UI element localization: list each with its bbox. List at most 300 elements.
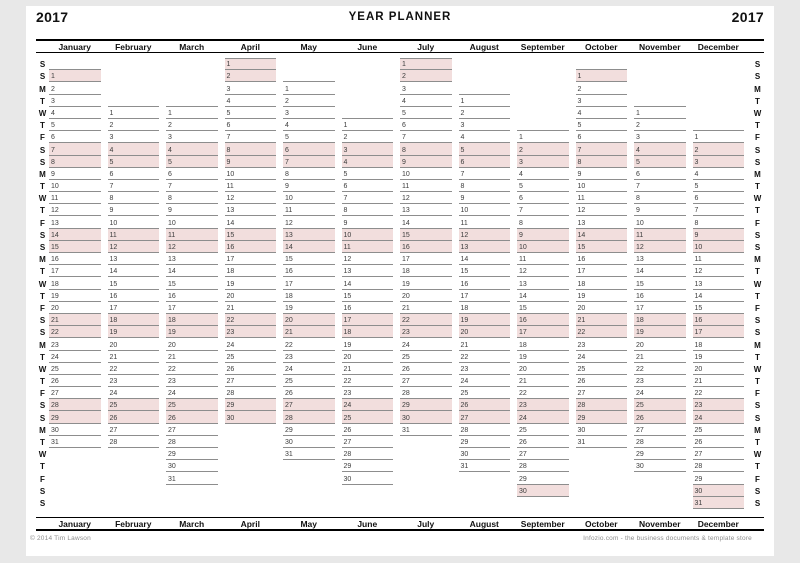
day-cell: 25 — [400, 351, 452, 363]
empty-cell — [166, 497, 218, 509]
day-cell: 1 — [108, 107, 160, 119]
day-cell: 20 — [166, 338, 218, 350]
day-letter: T — [40, 96, 45, 106]
day-cell: 14 — [517, 290, 569, 302]
day-cell: 17 — [576, 265, 628, 277]
day-cell: 27 — [400, 375, 452, 387]
day-cell: 24 — [49, 351, 101, 363]
empty-cell — [283, 472, 335, 484]
day-letter: S — [39, 401, 46, 411]
day-cell: 13 — [283, 229, 335, 241]
day-cell: 3 — [108, 131, 160, 143]
day-cell: 30 — [166, 460, 218, 472]
day-cell: 28 — [225, 387, 277, 399]
empty-cell — [342, 82, 394, 94]
day-cell: 18 — [693, 338, 745, 350]
day-cell: 4 — [283, 119, 335, 131]
day-letter: T — [755, 377, 760, 387]
empty-cell — [693, 107, 745, 119]
day-cell: 28 — [459, 424, 511, 436]
planner-grid — [36, 58, 764, 509]
day-cell: 30 — [283, 436, 335, 448]
day-cell: 29 — [166, 448, 218, 460]
day-cell: 19 — [634, 326, 686, 338]
empty-cell — [459, 58, 511, 70]
day-cell: 29 — [634, 448, 686, 460]
day-cell: 28 — [166, 436, 218, 448]
month-column-june — [342, 58, 401, 509]
day-cell: 3 — [283, 107, 335, 119]
month-label-may: May — [300, 41, 318, 52]
empty-cell — [283, 497, 335, 509]
day-cell: 4 — [400, 95, 452, 107]
day-cell: 4 — [693, 168, 745, 180]
blank-ruled-cell — [49, 58, 101, 70]
month-column-december — [693, 58, 752, 509]
empty-cell — [342, 485, 394, 497]
day-letter: S — [39, 243, 46, 252]
day-cell: 21 — [283, 326, 335, 338]
day-cell: 12 — [576, 204, 628, 216]
day-cell: 5 — [342, 168, 394, 180]
day-cell: 23 — [634, 375, 686, 387]
blank-ruled-cell — [108, 95, 160, 107]
empty-cell — [108, 485, 160, 497]
blank-ruled-cell — [459, 82, 511, 94]
day-cell: 24 — [283, 363, 335, 375]
day-letter: S — [754, 486, 761, 496]
day-cell: 26 — [400, 363, 452, 375]
day-cell: 14 — [693, 290, 745, 302]
day-cell: 5 — [634, 156, 686, 168]
day-letter: M — [754, 425, 761, 435]
day-cell: 17 — [283, 277, 335, 289]
day-cell: 22 — [108, 363, 160, 375]
year-label-right: 2017 — [731, 9, 764, 25]
day-cell: 22 — [459, 351, 511, 363]
day-cell: 11 — [517, 253, 569, 265]
day-cell: 18 — [400, 265, 452, 277]
day-cell: 21 — [108, 351, 160, 363]
day-cell: 14 — [225, 216, 277, 228]
day-letter: M — [39, 84, 46, 94]
day-cell: 16 — [576, 253, 628, 265]
day-cell: 9 — [517, 229, 569, 241]
day-letter: F — [40, 218, 45, 228]
day-cell: 24 — [400, 338, 452, 350]
day-cell: 12 — [225, 192, 277, 204]
day-cell: 29 — [517, 472, 569, 484]
day-letter: F — [755, 389, 760, 399]
day-cell: 21 — [400, 302, 452, 314]
day-letter: S — [39, 413, 46, 423]
day-cell: 6 — [108, 168, 160, 180]
day-letter: M — [754, 340, 761, 350]
day-cell: 10 — [634, 216, 686, 228]
day-cell: 4 — [576, 107, 628, 119]
day-cell: 31 — [459, 460, 511, 472]
day-cell: 23 — [166, 375, 218, 387]
day-cell: 15 — [400, 229, 452, 241]
month-column-february — [108, 58, 167, 509]
day-cell: 21 — [576, 314, 628, 326]
day-cell: 3 — [459, 119, 511, 131]
day-cell: 11 — [108, 229, 160, 241]
day-cell: 16 — [108, 290, 160, 302]
day-cell: 12 — [166, 241, 218, 253]
empty-cell — [49, 460, 101, 472]
day-cell: 2 — [342, 131, 394, 143]
day-cell: 12 — [49, 204, 101, 216]
day-cell: 7 — [49, 143, 101, 155]
day-cell: 8 — [634, 192, 686, 204]
month-header-band-bottom — [36, 517, 764, 531]
day-letter: T — [40, 121, 45, 131]
day-letter: S — [754, 157, 761, 167]
empty-cell — [342, 58, 394, 70]
day-cell: 20 — [693, 363, 745, 375]
day-cell: 20 — [49, 302, 101, 314]
day-cell: 15 — [693, 302, 745, 314]
month-header-band-top — [36, 39, 764, 53]
day-cell: 8 — [693, 216, 745, 228]
empty-cell — [342, 497, 394, 509]
day-cell: 6 — [400, 119, 452, 131]
day-cell: 2 — [400, 70, 452, 82]
empty-cell — [693, 58, 745, 70]
day-cell: 15 — [576, 241, 628, 253]
day-cell: 3 — [576, 95, 628, 107]
day-cell: 20 — [634, 338, 686, 350]
month-label-august: August — [469, 41, 499, 52]
day-letter: T — [40, 438, 45, 447]
empty-cell — [283, 58, 335, 70]
month-column-april — [225, 58, 284, 509]
day-cell: 19 — [576, 290, 628, 302]
day-cell: 6 — [459, 156, 511, 168]
day-cell: 5 — [283, 131, 335, 143]
month-column-july — [400, 58, 459, 509]
empty-cell — [517, 82, 569, 94]
month-column-october — [576, 58, 635, 509]
month-label-june: June — [357, 518, 378, 529]
day-cell: 22 — [166, 363, 218, 375]
empty-cell — [634, 58, 686, 70]
day-letter: W — [753, 279, 762, 289]
day-letter: S — [754, 498, 761, 508]
day-cell: 18 — [166, 314, 218, 326]
empty-cell — [342, 95, 394, 107]
day-cell: 24 — [634, 387, 686, 399]
day-cell: 4 — [108, 143, 160, 155]
day-cell: 6 — [517, 192, 569, 204]
empty-cell — [166, 82, 218, 94]
day-cell: 5 — [225, 107, 277, 119]
day-letter: W — [38, 450, 47, 460]
day-cell: 28 — [108, 436, 160, 448]
day-cell: 12 — [634, 241, 686, 253]
blank-ruled-cell — [342, 107, 394, 119]
day-cell: 8 — [166, 192, 218, 204]
day-letter: W — [753, 364, 762, 374]
day-cell: 23 — [693, 399, 745, 411]
month-label-october: October — [584, 518, 618, 529]
day-cell: 17 — [634, 302, 686, 314]
day-cell: 20 — [576, 302, 628, 314]
day-cell: 10 — [166, 216, 218, 228]
month-label-february: February — [115, 518, 152, 529]
day-cell: 6 — [342, 180, 394, 192]
day-cell: 9 — [400, 156, 452, 168]
day-cell: 5 — [108, 156, 160, 168]
empty-cell — [225, 497, 277, 509]
day-cell: 25 — [283, 375, 335, 387]
day-cell: 24 — [576, 351, 628, 363]
day-cell: 27 — [49, 387, 101, 399]
empty-cell — [517, 107, 569, 119]
day-cell: 11 — [576, 192, 628, 204]
day-letter: S — [754, 230, 761, 240]
day-letter: M — [754, 255, 761, 265]
empty-cell — [634, 70, 686, 82]
month-label-january: January — [58, 518, 92, 529]
empty-cell — [225, 424, 277, 436]
day-letter: F — [40, 303, 45, 313]
day-cell: 5 — [400, 107, 452, 119]
day-cell: 18 — [576, 277, 628, 289]
day-cell: 13 — [576, 216, 628, 228]
day-cell: 30 — [342, 472, 394, 484]
day-cell: 25 — [459, 387, 511, 399]
day-letter: S — [754, 145, 761, 155]
day-letter: S — [39, 60, 46, 70]
day-cell: 21 — [459, 338, 511, 350]
day-cell: 20 — [342, 351, 394, 363]
day-cell: 21 — [517, 375, 569, 387]
day-cell: 3 — [400, 82, 452, 94]
day-cell: 23 — [108, 375, 160, 387]
day-cell: 2 — [225, 70, 277, 82]
empty-cell — [108, 460, 160, 472]
empty-cell — [400, 460, 452, 472]
day-letter: W — [753, 108, 762, 118]
empty-cell — [283, 460, 335, 472]
day-cell: 6 — [49, 131, 101, 143]
month-header-labels-top — [49, 42, 751, 52]
day-cell: 9 — [283, 180, 335, 192]
day-cell: 1 — [400, 58, 452, 70]
blank-ruled-cell — [693, 119, 745, 131]
empty-cell — [400, 485, 452, 497]
day-cell: 27 — [225, 375, 277, 387]
day-cell: 30 — [576, 424, 628, 436]
day-cell: 12 — [283, 216, 335, 228]
day-cell: 17 — [400, 253, 452, 265]
empty-cell — [108, 448, 160, 460]
day-cell: 25 — [166, 399, 218, 411]
blank-ruled-cell — [166, 95, 218, 107]
day-cell: 16 — [342, 302, 394, 314]
day-cell: 25 — [517, 424, 569, 436]
day-cell: 7 — [517, 204, 569, 216]
day-cell: 26 — [634, 411, 686, 423]
day-cell: 11 — [225, 180, 277, 192]
empty-cell — [225, 436, 277, 448]
empty-cell — [400, 436, 452, 448]
day-cell: 30 — [400, 411, 452, 423]
day-cell: 10 — [400, 168, 452, 180]
day-letter: S — [39, 316, 46, 326]
day-cell: 25 — [693, 424, 745, 436]
day-cell: 14 — [49, 229, 101, 241]
day-cell: 5 — [517, 180, 569, 192]
day-letter: S — [754, 401, 761, 411]
day-letter: F — [40, 389, 45, 399]
day-cell: 10 — [49, 180, 101, 192]
day-cell: 23 — [283, 351, 335, 363]
empty-cell — [400, 448, 452, 460]
day-cell: 7 — [459, 168, 511, 180]
day-cell: 13 — [108, 253, 160, 265]
day-cell: 6 — [576, 131, 628, 143]
year-label-left: 2017 — [36, 9, 69, 25]
day-cell: 17 — [517, 326, 569, 338]
month-label-december: December — [697, 518, 739, 529]
day-cell: 16 — [459, 277, 511, 289]
day-letter: W — [753, 194, 762, 204]
month-label-november: November — [638, 41, 681, 52]
day-cell: 7 — [108, 180, 160, 192]
day-cell: 7 — [342, 192, 394, 204]
day-cell: 15 — [108, 277, 160, 289]
day-cell: 26 — [225, 363, 277, 375]
day-cell: 20 — [283, 314, 335, 326]
day-cell: 29 — [225, 399, 277, 411]
day-cell: 23 — [517, 399, 569, 411]
day-cell: 17 — [225, 253, 277, 265]
day-cell: 15 — [634, 277, 686, 289]
day-cell: 5 — [166, 156, 218, 168]
month-label-february: February — [115, 41, 152, 52]
day-cell: 20 — [517, 363, 569, 375]
day-cell: 24 — [342, 399, 394, 411]
day-letter: W — [753, 450, 762, 460]
day-cell: 9 — [342, 216, 394, 228]
day-cell: 16 — [225, 241, 277, 253]
empty-cell — [166, 485, 218, 497]
day-cell: 29 — [283, 424, 335, 436]
month-column-september — [517, 58, 576, 509]
day-cell: 9 — [49, 168, 101, 180]
day-cell: 17 — [459, 290, 511, 302]
month-label-april: April — [240, 518, 260, 529]
day-cell: 14 — [459, 253, 511, 265]
day-cell: 28 — [576, 399, 628, 411]
day-cell: 2 — [49, 82, 101, 94]
day-cell: 2 — [517, 143, 569, 155]
day-cell: 13 — [400, 204, 452, 216]
day-letter: W — [38, 108, 47, 118]
day-cell: 22 — [49, 326, 101, 338]
day-letters-left — [36, 58, 49, 509]
day-cell: 18 — [342, 326, 394, 338]
month-label-december: December — [697, 41, 739, 52]
day-cell: 6 — [225, 119, 277, 131]
day-letter: W — [38, 194, 47, 204]
empty-cell — [342, 70, 394, 82]
day-letter: T — [755, 438, 760, 447]
day-cell: 19 — [517, 351, 569, 363]
day-letter: T — [40, 291, 45, 301]
empty-cell — [49, 485, 101, 497]
day-cell: 30 — [693, 485, 745, 497]
day-letter: S — [754, 328, 761, 338]
day-cell: 31 — [576, 436, 628, 448]
day-letter: T — [40, 206, 45, 216]
day-cell: 20 — [108, 338, 160, 350]
day-cell: 28 — [283, 411, 335, 423]
day-letter: T — [755, 267, 760, 277]
day-cell: 31 — [693, 497, 745, 509]
empty-cell — [459, 70, 511, 82]
day-cell: 28 — [400, 387, 452, 399]
day-cell: 27 — [283, 399, 335, 411]
day-cell: 2 — [576, 82, 628, 94]
day-cell: 24 — [166, 387, 218, 399]
day-cell: 21 — [166, 351, 218, 363]
empty-cell — [459, 485, 511, 497]
day-cell: 8 — [400, 143, 452, 155]
empty-cell — [576, 485, 628, 497]
day-cell: 18 — [108, 314, 160, 326]
empty-cell — [634, 82, 686, 94]
day-cell: 30 — [634, 460, 686, 472]
day-letter: T — [755, 291, 760, 301]
day-letter: S — [754, 60, 761, 70]
day-cell: 31 — [166, 472, 218, 484]
day-cell: 3 — [342, 143, 394, 155]
empty-cell — [459, 497, 511, 509]
day-cell: 20 — [225, 290, 277, 302]
day-letter: T — [755, 462, 760, 472]
day-cell: 29 — [459, 436, 511, 448]
day-cell: 7 — [693, 204, 745, 216]
day-cell: 27 — [166, 424, 218, 436]
empty-cell — [49, 472, 101, 484]
day-letter: T — [755, 182, 760, 192]
day-cell: 3 — [225, 82, 277, 94]
day-cell: 1 — [459, 95, 511, 107]
day-cell: 10 — [459, 204, 511, 216]
day-cell: 13 — [342, 265, 394, 277]
month-label-june: June — [357, 41, 378, 52]
empty-cell — [634, 497, 686, 509]
day-cell: 22 — [517, 387, 569, 399]
day-cell: 22 — [283, 338, 335, 350]
empty-cell — [576, 460, 628, 472]
day-cell: 9 — [693, 229, 745, 241]
day-cell: 26 — [49, 375, 101, 387]
day-cell: 17 — [166, 302, 218, 314]
day-cell: 28 — [517, 460, 569, 472]
day-cell: 14 — [108, 265, 160, 277]
day-letter: S — [39, 328, 46, 338]
day-cell: 11 — [283, 204, 335, 216]
month-label-january: January — [58, 41, 92, 52]
day-letter: S — [39, 486, 46, 496]
day-cell: 30 — [517, 485, 569, 497]
day-cell: 1 — [342, 119, 394, 131]
